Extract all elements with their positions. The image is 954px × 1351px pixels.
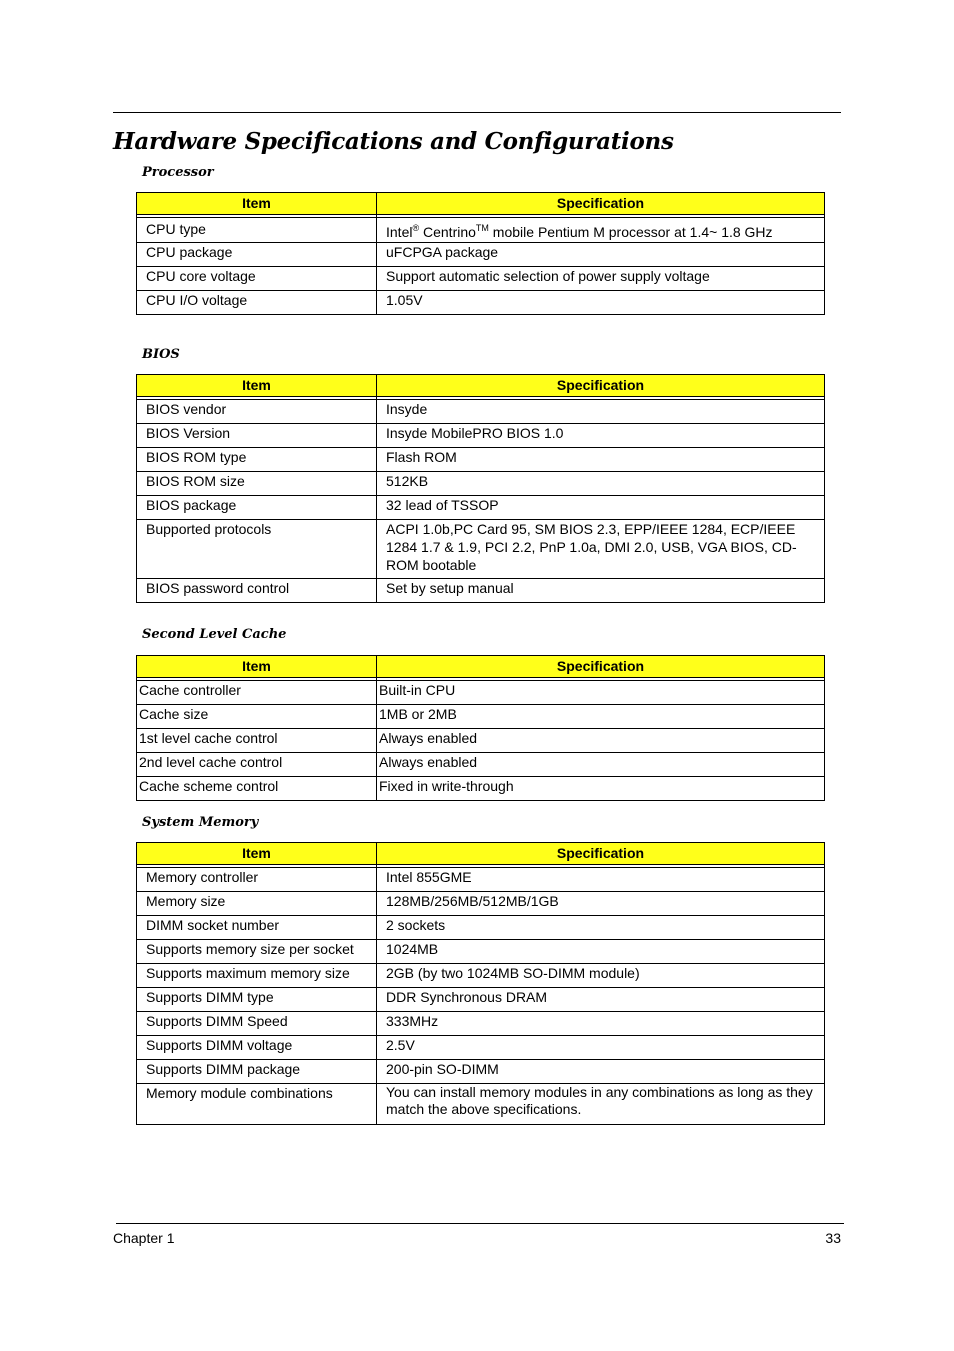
table-row bbox=[137, 472, 825, 496]
spec-cell: 2 sockets bbox=[377, 916, 825, 940]
spec-cell: Insyde bbox=[377, 400, 825, 424]
spec-cell: uFCPGA package bbox=[377, 243, 825, 267]
table-row bbox=[137, 940, 825, 964]
item-cell: Supports DIMM Speed bbox=[137, 1012, 377, 1036]
spec-cell: 200-pin SO-DIMM bbox=[377, 1060, 825, 1084]
item-cell: Supports DIMM type bbox=[137, 988, 377, 1012]
column-header-specification: Specification bbox=[377, 843, 825, 865]
spec-cell: You can install memory modules in any combinations as long as they match the above specifications. bbox=[377, 1084, 825, 1125]
footer-chapter: Chapter 1 bbox=[113, 1230, 175, 1246]
spec-cell: Intel® Centrino™ mobile Pentium M processor at 1.4~ 1.8 GHz bbox=[377, 218, 825, 243]
table-row bbox=[137, 1084, 825, 1125]
column-header-item: Item bbox=[137, 193, 377, 215]
item-cell: BIOS password control bbox=[137, 579, 377, 603]
item-cell: Cache size bbox=[137, 705, 377, 729]
header-rule bbox=[113, 112, 841, 113]
column-header-specification: Specification bbox=[377, 656, 825, 678]
table-row bbox=[137, 1060, 825, 1084]
item-cell: Supports maximum memory size bbox=[137, 964, 377, 988]
column-header-item: Item bbox=[137, 656, 377, 678]
spec-cell: Intel 855GME bbox=[377, 868, 825, 892]
page-title: Hardware Specifications and Configurations bbox=[113, 128, 674, 155]
spec-cell: ACPI 1.0b,PC Card 95, SM BIOS 2.3, EPP/IEEE 1284, ECP/IEEE 1284 1.7 & 1.9, PCI 2.2, PnP 1.0a, DMI 2.0, USB, VGA BIOS, CD-ROM bootable bbox=[377, 520, 825, 579]
item-cell: BIOS ROM size bbox=[137, 472, 377, 496]
item-cell: Cache controller bbox=[137, 681, 377, 705]
table-header-row bbox=[137, 843, 825, 865]
table-row bbox=[137, 729, 825, 753]
spec-cell: 1MB or 2MB bbox=[377, 705, 825, 729]
table-row bbox=[137, 753, 825, 777]
spec-cell: 32 lead of TSSOP bbox=[377, 496, 825, 520]
table-row bbox=[137, 424, 825, 448]
table-row bbox=[137, 705, 825, 729]
table-row bbox=[137, 496, 825, 520]
item-cell: CPU package bbox=[137, 243, 377, 267]
spec-cell: 2.5V bbox=[377, 1036, 825, 1060]
table-row bbox=[137, 777, 825, 801]
processor-table bbox=[136, 192, 825, 315]
table-header-row bbox=[137, 656, 825, 678]
item-cell: Supports DIMM package bbox=[137, 1060, 377, 1084]
section-title-processor: Processor bbox=[142, 165, 214, 180]
spec-cell: 512KB bbox=[377, 472, 825, 496]
table-row bbox=[137, 1036, 825, 1060]
table-row bbox=[137, 868, 825, 892]
memory-table bbox=[136, 842, 825, 1125]
table-row bbox=[137, 291, 825, 315]
item-cell: Memory size bbox=[137, 892, 377, 916]
spec-cell: Support automatic selection of power supply voltage bbox=[377, 267, 825, 291]
cache-table bbox=[136, 655, 825, 801]
table-row bbox=[137, 400, 825, 424]
table-row bbox=[137, 448, 825, 472]
item-cell: Supports DIMM voltage bbox=[137, 1036, 377, 1060]
spec-cell: Insyde MobilePRO BIOS 1.0 bbox=[377, 424, 825, 448]
item-cell: 2nd level cache control bbox=[137, 753, 377, 777]
spec-cell: Flash ROM bbox=[377, 448, 825, 472]
section-title-bios: BIOS bbox=[142, 347, 180, 362]
table-row bbox=[137, 916, 825, 940]
column-header-specification: Specification bbox=[377, 375, 825, 397]
table-row bbox=[137, 579, 825, 603]
item-cell: 1st level cache control bbox=[137, 729, 377, 753]
item-cell: CPU type bbox=[137, 218, 377, 243]
spec-cell: Built-in CPU bbox=[377, 681, 825, 705]
bios-table bbox=[136, 374, 825, 603]
table-row bbox=[137, 988, 825, 1012]
item-cell: Bupported protocols bbox=[137, 520, 377, 579]
spec-cell: 333MHz bbox=[377, 1012, 825, 1036]
table-row bbox=[137, 520, 825, 579]
table-row bbox=[137, 267, 825, 291]
table-row bbox=[137, 964, 825, 988]
item-cell: Supports memory size per socket bbox=[137, 940, 377, 964]
table-row bbox=[137, 1012, 825, 1036]
item-cell: Memory module combinations bbox=[137, 1084, 377, 1125]
item-cell: Cache scheme control bbox=[137, 777, 377, 801]
item-cell: BIOS ROM type bbox=[137, 448, 377, 472]
spec-cell: DDR Synchronous DRAM bbox=[377, 988, 825, 1012]
spec-cell: Set by setup manual bbox=[377, 579, 825, 603]
item-cell: DIMM socket number bbox=[137, 916, 377, 940]
item-cell: Memory controller bbox=[137, 868, 377, 892]
item-cell: BIOS vendor bbox=[137, 400, 377, 424]
table-row bbox=[137, 218, 825, 243]
spec-cell: Always enabled bbox=[377, 729, 825, 753]
table-row bbox=[137, 243, 825, 267]
page-number: 33 bbox=[825, 1230, 841, 1246]
spec-cell: Fixed in write-through bbox=[377, 777, 825, 801]
item-cell: CPU I/O voltage bbox=[137, 291, 377, 315]
spec-cell: 1024MB bbox=[377, 940, 825, 964]
table-row bbox=[137, 892, 825, 916]
footer-rule bbox=[116, 1223, 844, 1224]
spec-cell: 2GB (by two 1024MB SO-DIMM module) bbox=[377, 964, 825, 988]
table-row bbox=[137, 681, 825, 705]
item-cell: BIOS Version bbox=[137, 424, 377, 448]
spec-cell: Always enabled bbox=[377, 753, 825, 777]
table-header-row bbox=[137, 193, 825, 215]
column-header-item: Item bbox=[137, 375, 377, 397]
table-header-row bbox=[137, 375, 825, 397]
column-header-item: Item bbox=[137, 843, 377, 865]
section-title-cache: Second Level Cache bbox=[142, 627, 287, 642]
item-cell: CPU core voltage bbox=[137, 267, 377, 291]
section-title-memory: System Memory bbox=[142, 815, 259, 830]
column-header-specification: Specification bbox=[377, 193, 825, 215]
spec-cell: 128MB/256MB/512MB/1GB bbox=[377, 892, 825, 916]
spec-cell: 1.05V bbox=[377, 291, 825, 315]
item-cell: BIOS package bbox=[137, 496, 377, 520]
